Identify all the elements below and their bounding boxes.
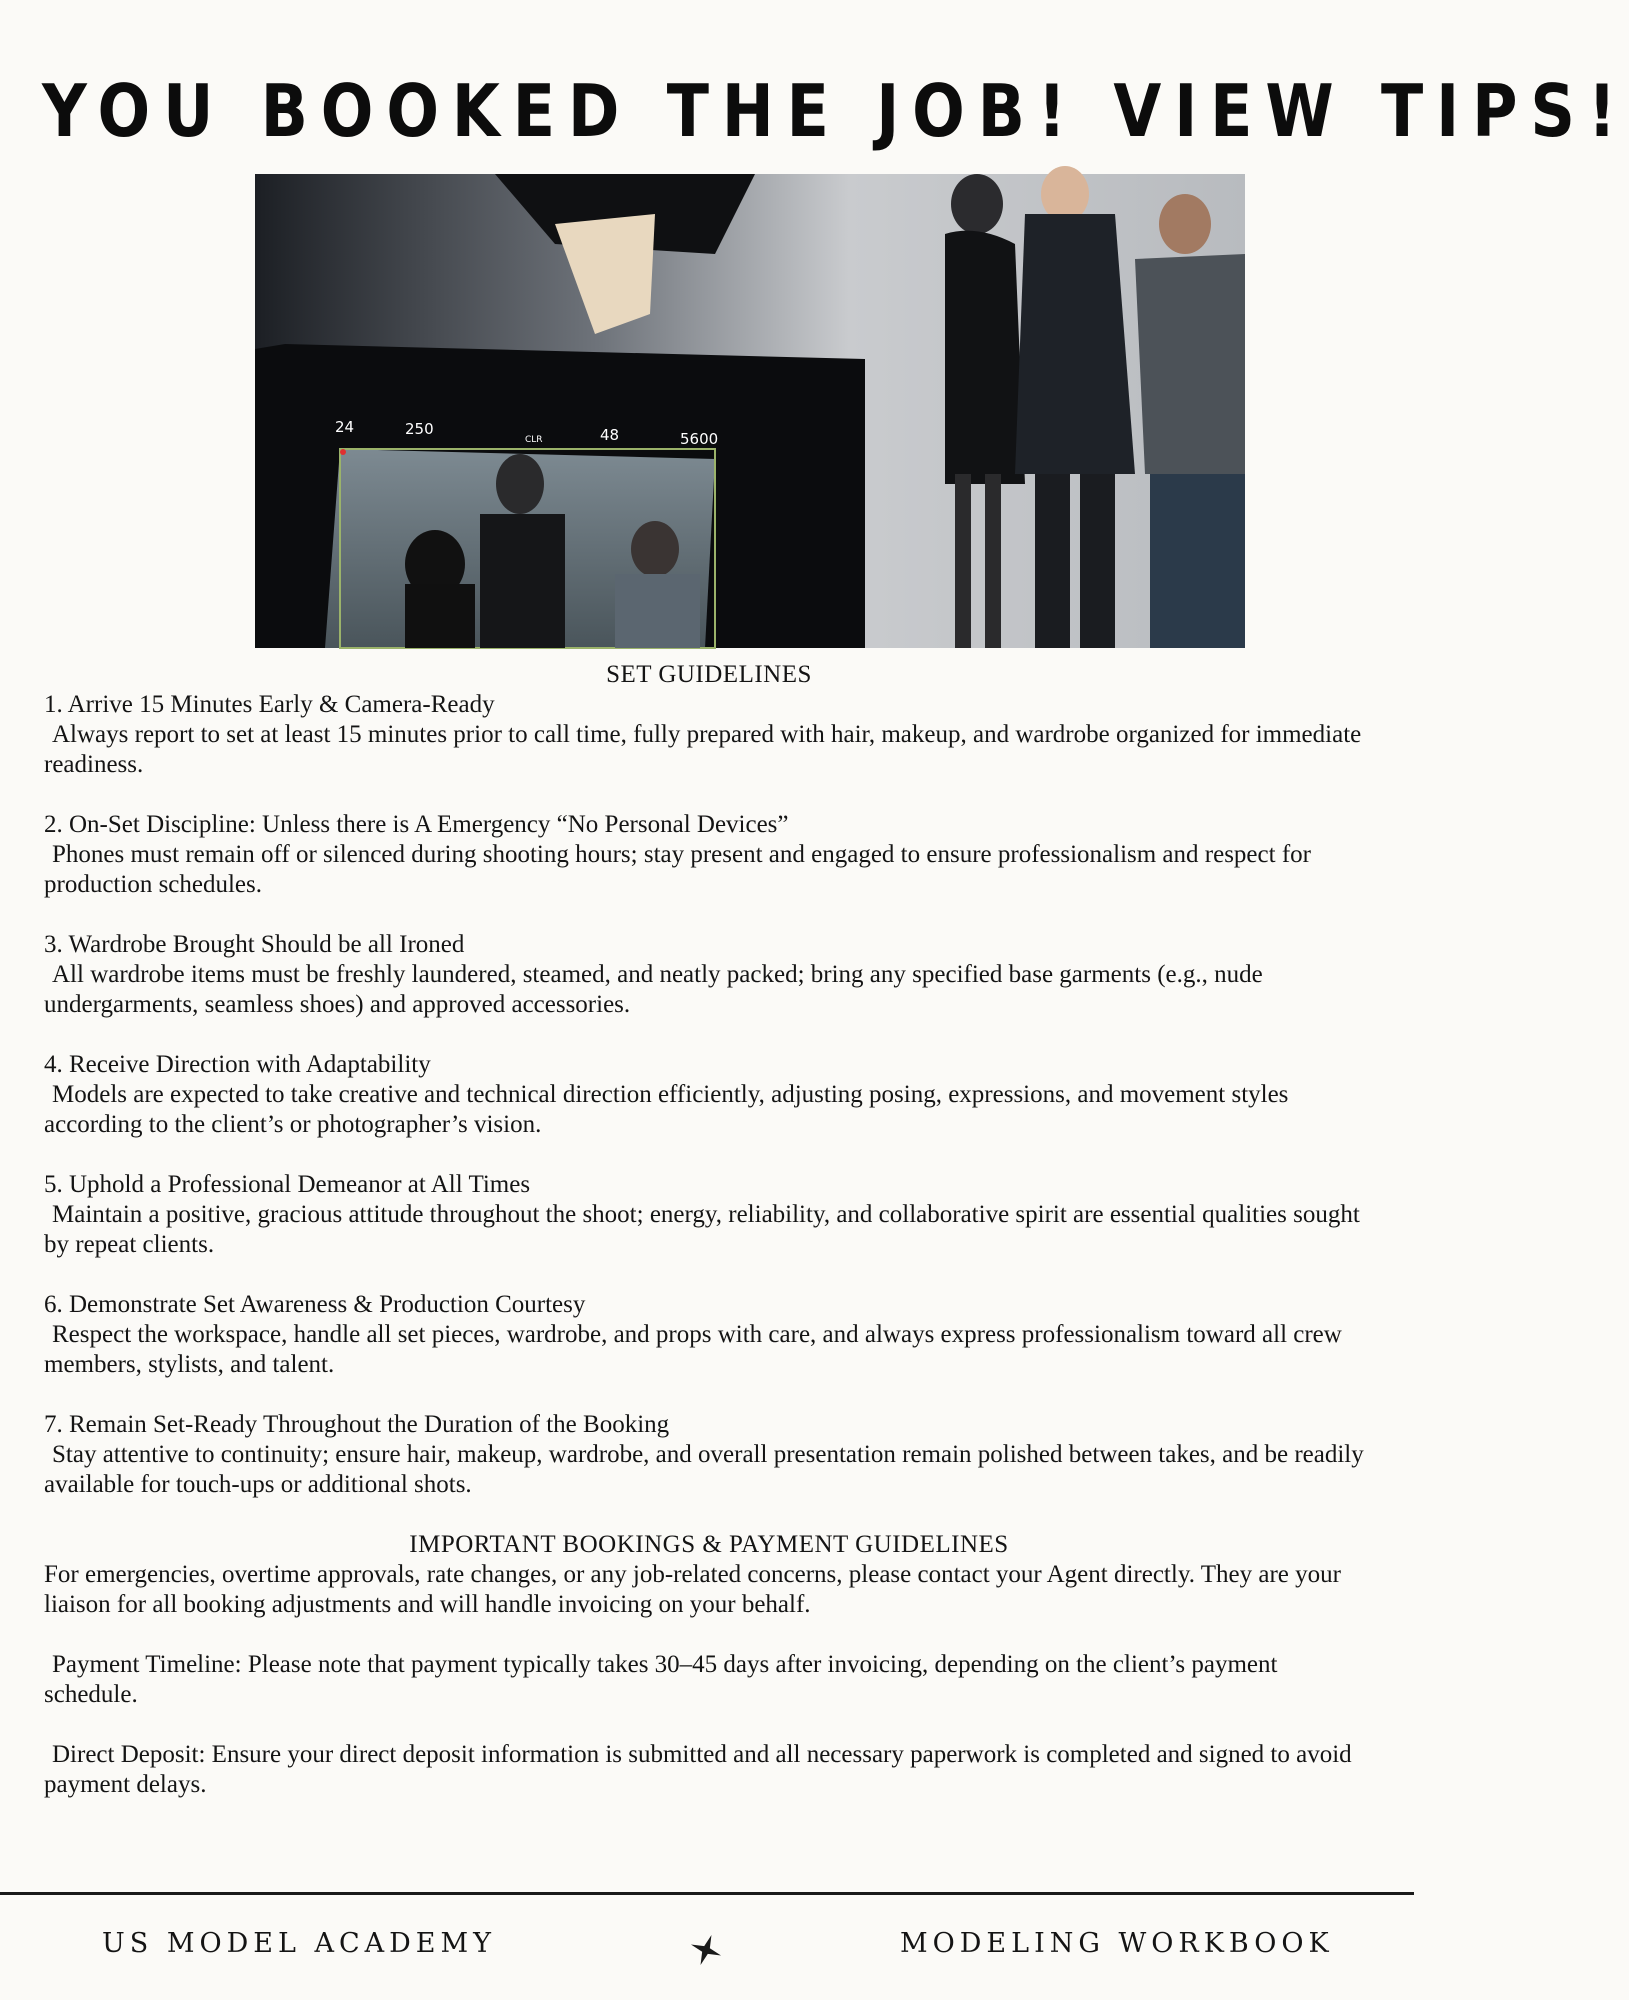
footer-brand: US MODEL ACADEMY	[102, 1928, 496, 1959]
photo-shoot-image	[255, 174, 1245, 648]
set-guidelines-title: SET GUIDELINES	[606, 661, 812, 688]
guideline-body: Models are expected to take creative and technical direction efficiently, adjusting posing, expressions, and movement styles according to the client’s or photographer’s vision.	[44, 1081, 1289, 1138]
guideline-body: Stay attentive to continuity; ensure hair, makeup, wardrobe, and overall presentation remain polished between takes, and be readily available for touch-ups or additional shots.	[44, 1441, 1364, 1498]
payment-paragraph: Payment Timeline: Please note that payment typically takes 30–45 days after invoicing, depending on the client’s payment schedule.	[44, 1651, 1278, 1708]
footer-divider	[0, 1892, 1414, 1895]
guideline-body: All wardrobe items must be freshly laundered, steamed, and neatly packed; bring any specified base garments (e.g., nude undergarments, seamless shoes) and approved accessories.	[44, 961, 1263, 1018]
guideline-item	[44, 1290, 1374, 1380]
guideline-heading: 2. On-Set Discipline: Unless there is A Emergency “No Personal Devices”	[44, 811, 789, 838]
guideline-item	[44, 930, 1374, 1020]
guideline-item	[44, 690, 1374, 780]
guideline-body: Phones must remain off or silenced during shooting hours; stay present and engaged to ensure professionalism and respect for production schedules.	[44, 841, 1311, 898]
camera-readout-shutter: 48	[600, 426, 620, 444]
payment-guidelines-title: IMPORTANT BOOKINGS & PAYMENT GUIDELINES	[409, 1531, 1009, 1558]
content-area	[44, 660, 1374, 1830]
guideline-item	[44, 1170, 1374, 1260]
guideline-item	[44, 1050, 1374, 1140]
camera-readout-clr: CLR	[525, 435, 543, 445]
camera-readout-fps: 24	[335, 418, 355, 436]
guideline-heading: 3. Wardrobe Brought Should be all Ironed	[44, 931, 465, 958]
guideline-heading: 4. Receive Direction with Adaptability	[44, 1051, 431, 1078]
guideline-heading: 5. Uphold a Professional Demeanor at All Times	[44, 1171, 531, 1198]
footer-workbook-label: MODELING WORKBOOK	[900, 1928, 1334, 1959]
guideline-heading: 6. Demonstrate Set Awareness & Production Courtesy	[44, 1291, 586, 1318]
guideline-body: Maintain a positive, gracious attitude throughout the shoot; energy, reliability, and collaborative spirit are essential qualities sought by repeat clients.	[44, 1201, 1360, 1258]
guideline-item	[44, 810, 1374, 900]
payment-paragraph: Direct Deposit: Ensure your direct deposit information is submitted and all necessary paperwork is completed and signed to avoid payment delays.	[44, 1741, 1352, 1798]
page-title: YOU BOOKED THE JOB! VIEW TIPS!	[42, 69, 1629, 153]
guideline-body: Always report to set at least 15 minutes prior to call time, fully prepared with hair, makeup, and wardrobe organized for immediate readiness.	[44, 721, 1362, 778]
guideline-item	[44, 1410, 1374, 1500]
payment-paragraph: For emergencies, overtime approvals, rate changes, or any job-related concerns, please contact your Agent directly. They are your liaison for all booking adjustments and will handle invoicing on your behalf.	[44, 1561, 1341, 1618]
camera-readout-kelvin: 5600	[680, 430, 719, 448]
guideline-heading: 7. Remain Set-Ready Throughout the Duration of the Booking	[44, 1411, 670, 1438]
camera-readout-iso: 250	[405, 420, 434, 438]
four-point-star-icon	[688, 1932, 724, 1968]
guideline-body: Respect the workspace, handle all set pieces, wardrobe, and props with care, and always express professionalism toward all crew members, stylists, and talent.	[44, 1321, 1342, 1378]
guideline-heading: 1. Arrive 15 Minutes Early & Camera-Ready	[44, 691, 495, 718]
